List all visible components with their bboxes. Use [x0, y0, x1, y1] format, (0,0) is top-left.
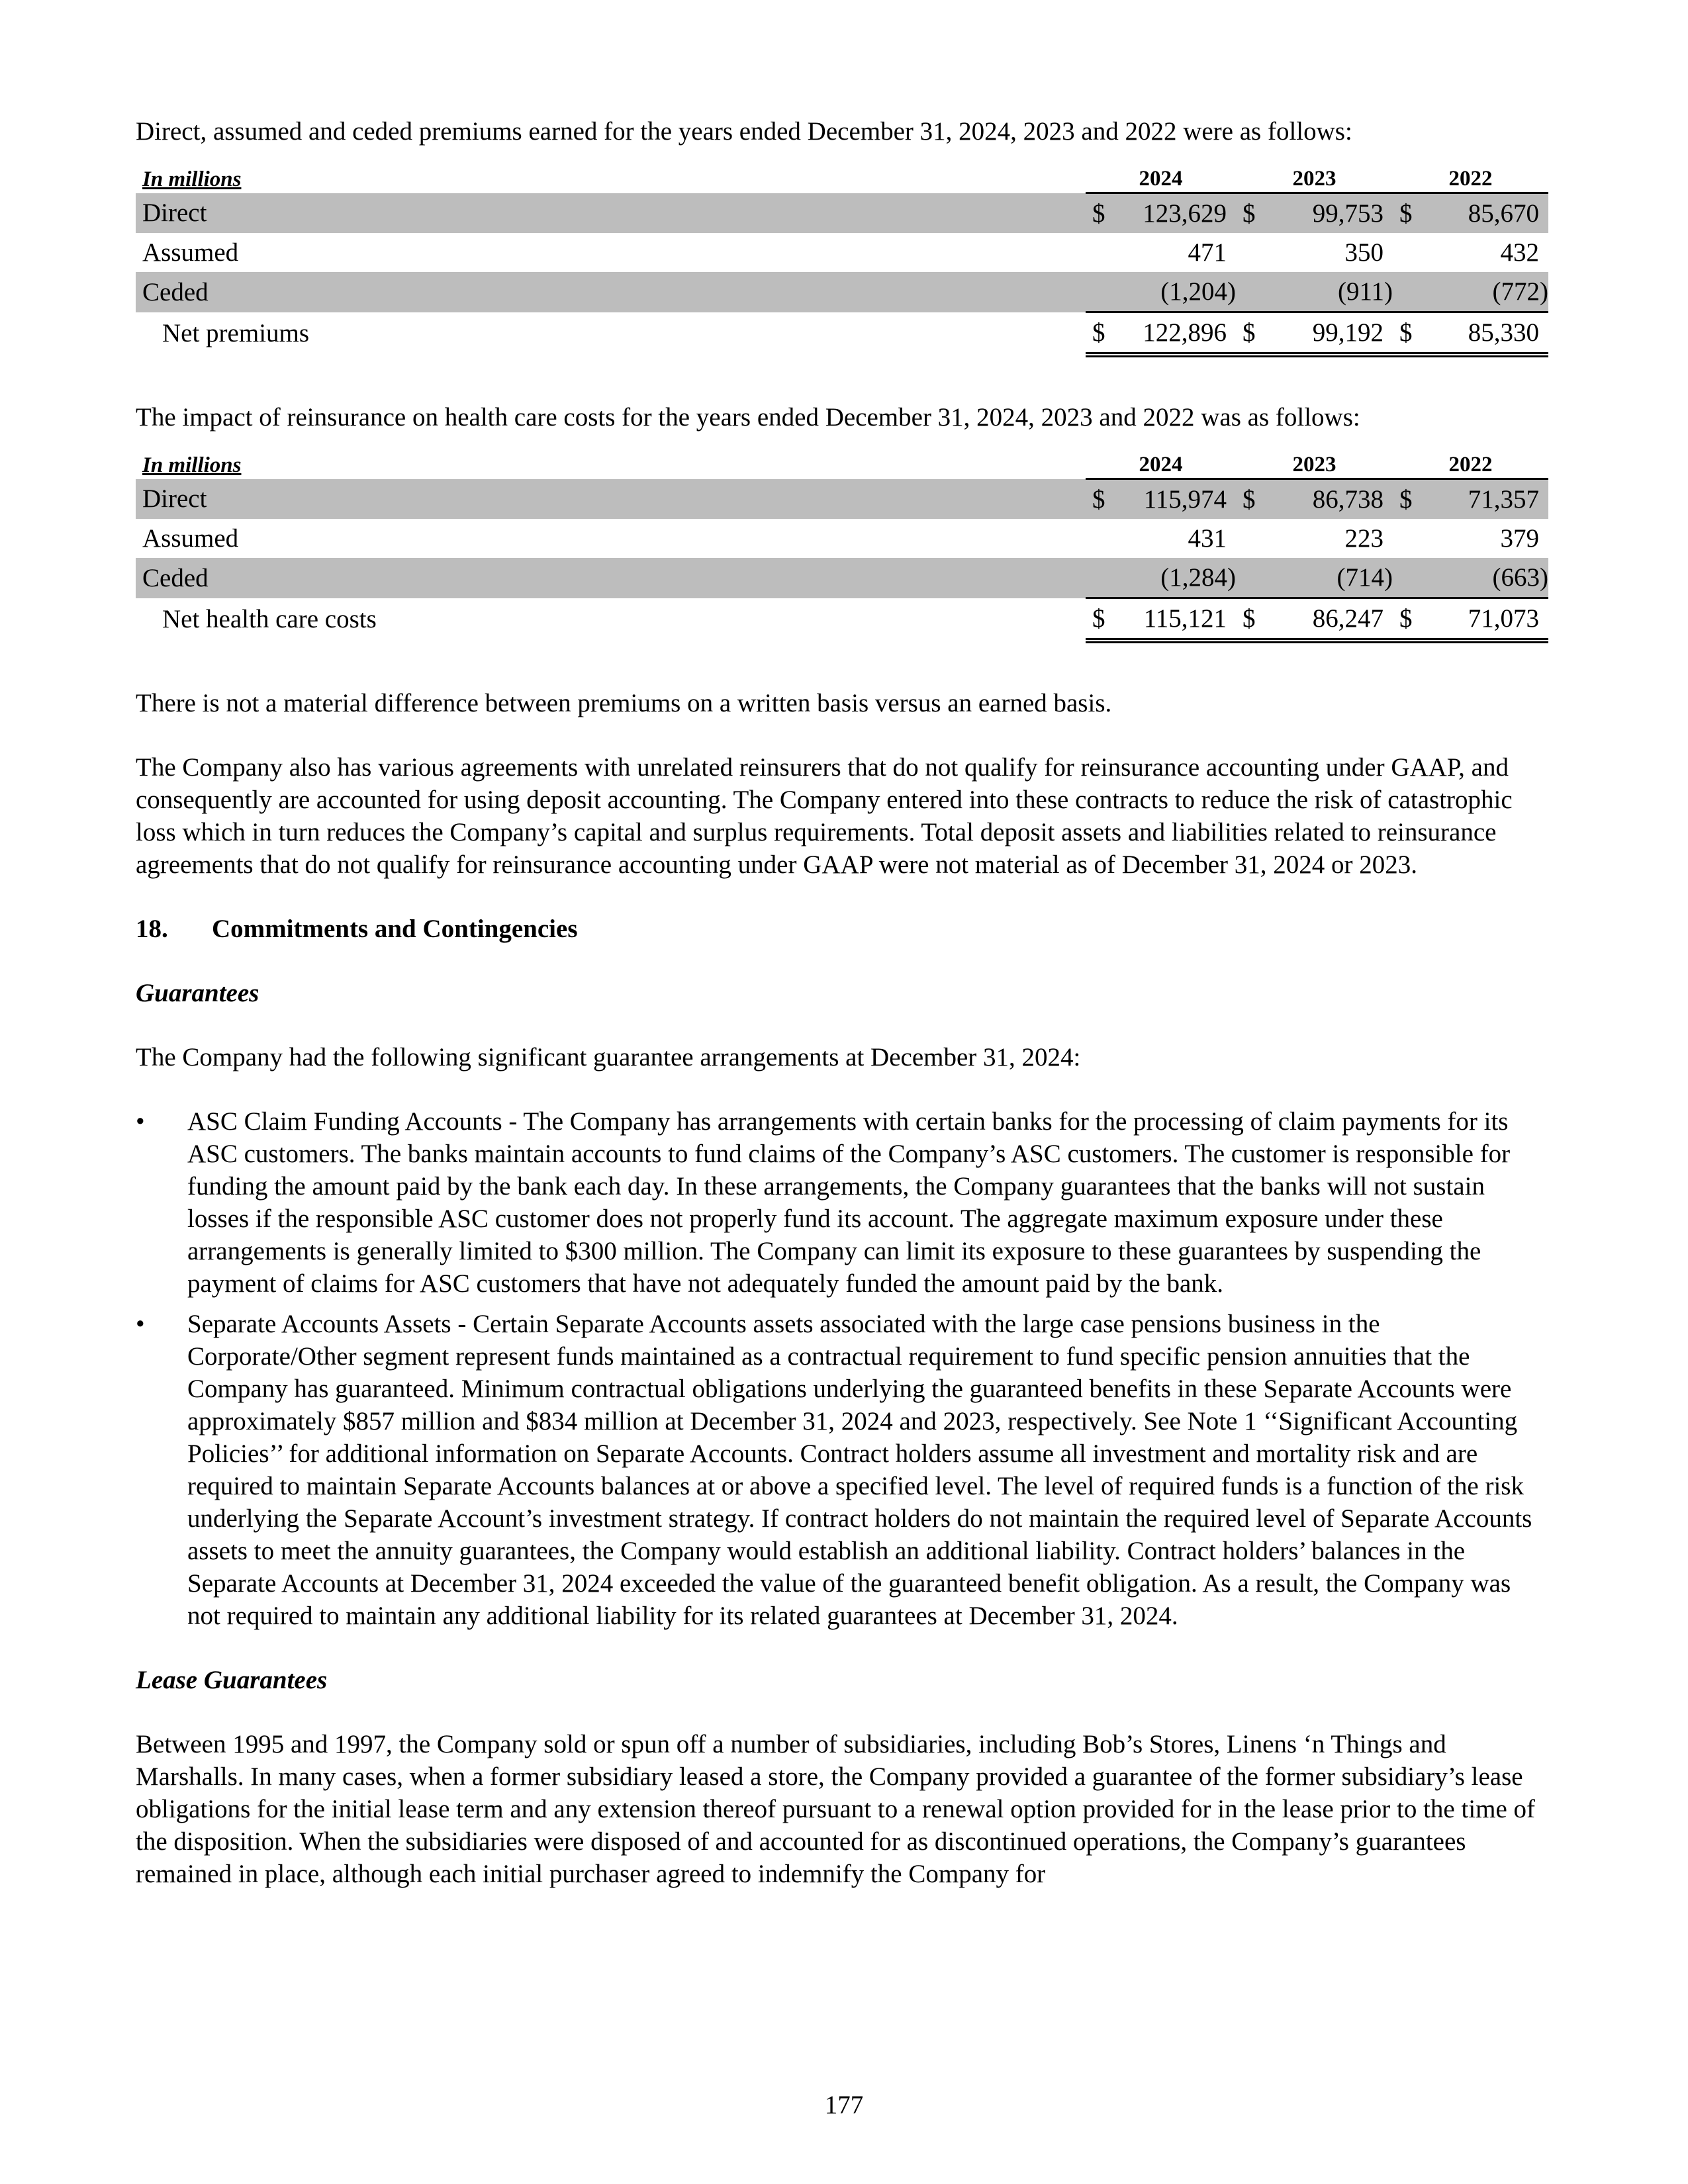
- value-2023: 350: [1344, 238, 1383, 267]
- value-2024: 122,896: [1113, 312, 1236, 355]
- year-header: 2022: [1393, 165, 1548, 193]
- table-row: [136, 479, 1548, 520]
- table-header-row: [136, 165, 1548, 193]
- value-2023: 86,738: [1262, 479, 1393, 520]
- value-2023: 99,192: [1262, 312, 1393, 355]
- row-label: Net health care costs: [162, 605, 377, 634]
- year-header: 2024: [1086, 451, 1236, 479]
- currency-symbol: $: [1236, 479, 1262, 520]
- year-header: 2024: [1086, 165, 1236, 193]
- row-label: Ceded: [136, 272, 1086, 312]
- value-2024: (1,204): [1113, 272, 1236, 312]
- table-row: [136, 233, 1548, 272]
- value-2022: 71,357: [1419, 479, 1548, 520]
- table-header-row: [136, 451, 1548, 479]
- value-2023: 223: [1344, 524, 1383, 553]
- list-item: [136, 1105, 1548, 1300]
- value-2023: 86,247: [1262, 598, 1393, 641]
- value-2023: (714): [1262, 558, 1393, 598]
- value-2022: 379: [1500, 524, 1539, 553]
- currency-symbol: $: [1236, 598, 1262, 641]
- currency-symbol: $: [1236, 193, 1262, 234]
- value-2022: 71,073: [1419, 598, 1548, 641]
- document-page: [136, 115, 1548, 1922]
- section-number: 18.: [136, 915, 168, 943]
- premiums-table: [136, 165, 1548, 357]
- table-row: [136, 519, 1548, 558]
- premiums-intro: Direct, assumed and ceded premiums earned for the years ended December 31, 2024, 2023 and 2022 were as follows:: [136, 117, 1352, 146]
- page-number: 177: [824, 2091, 864, 2119]
- row-label: Ceded: [136, 558, 1086, 598]
- lease-guarantees-heading: Lease Guarantees: [136, 1666, 328, 1694]
- value-2022: 85,330: [1419, 312, 1548, 355]
- row-label: Assumed: [142, 238, 239, 267]
- value-2024: (1,284): [1113, 558, 1236, 598]
- table-row-total: [136, 598, 1548, 641]
- currency-symbol: $: [1086, 598, 1113, 641]
- value-2022: (663): [1419, 558, 1548, 598]
- guarantees-heading: Guarantees: [136, 979, 259, 1007]
- value-2023: (911): [1262, 272, 1393, 312]
- bullet-icon: •: [136, 1107, 145, 1136]
- currency-symbol: $: [1393, 479, 1419, 520]
- table-row-total: [136, 312, 1548, 355]
- currency-symbol: $: [1086, 479, 1113, 520]
- value-2023: 99,753: [1262, 193, 1393, 234]
- units-label: In millions: [142, 453, 242, 477]
- value-2024: 115,974: [1113, 479, 1236, 520]
- value-2022: 85,670: [1419, 193, 1548, 234]
- list-item: [136, 1308, 1548, 1632]
- health-intro: The impact of reinsurance on health care costs for the years ended December 31, 2024, 2023 and 2022 was as follows:: [136, 403, 1360, 432]
- guarantees-intro: The Company had the following significant guarantee arrangements at December 31, 2024:: [136, 1043, 1081, 1071]
- table-row: [136, 272, 1548, 312]
- table-row: [136, 558, 1548, 598]
- currency-symbol: $: [1393, 312, 1419, 355]
- currency-symbol: $: [1393, 193, 1419, 234]
- value-2022: 432: [1500, 238, 1539, 267]
- year-header: 2022: [1393, 451, 1548, 479]
- guarantees-list: [136, 1105, 1548, 1632]
- section-heading: [136, 913, 1548, 945]
- bullet-icon: •: [136, 1310, 145, 1338]
- currency-symbol: $: [1236, 312, 1262, 355]
- currency-symbol: $: [1086, 193, 1113, 234]
- value-2024: 123,629: [1113, 193, 1236, 234]
- list-item-text: ASC Claim Funding Accounts - The Company has arrangements with certain banks for the processing of claim payments for its ASC customers. The banks maintain accounts to fund claims of the Company’s ASC customers. The customer is responsible for funding the amount paid by the bank each day. In these arrangements, the Company guarantees that the banks will not sustain losses if the responsible ASC customer does not properly fund its account. The aggregate maximum exposure under these arrangements is generally limited to $300 million. The Company can limit its exposure to these guarantees by suspending the payment of claims for ASC customers that have not adequately funded the amount paid by the bank.: [187, 1107, 1511, 1298]
- row-label: Net premiums: [162, 319, 310, 348]
- table-row: [136, 193, 1548, 234]
- paragraph-written-basis: There is not a material difference between premiums on a written basis versus an earned basis.: [136, 689, 1112, 717]
- lease-guarantees-paragraph: Between 1995 and 1997, the Company sold or spun off a number of subsidiaries, including Bob’s Stores, Linens ‘n Things and Marshalls. In many cases, when a former subsidiary leased a store, the Company provided a guarantee of the former subsidiary’s lease obligations for the initial lease term and any extension thereof pursuant to a renewal option provided for in the lease prior to the time of the disposition. When the subsidiaries were disposed of and accounted for as discontinued operations, the Company’s guarantees remained in place, although each initial purchaser agreed to indemnify the Company for: [136, 1730, 1536, 1888]
- value-2024: 471: [1188, 238, 1227, 267]
- list-item-text: Separate Accounts Assets - Certain Separate Accounts assets associated with the large case pensions business in the Corporate/Other segment represent funds maintained as a contractual requirement to fund specific pension annuities that the Company has guaranteed. Minimum contractual obligations underlying the guaranteed benefits in these Separate Accounts were approximately $857 million and $834 million at December 31, 2024 and 2023, respectively. See Note 1 ‘‘Significant Accounting Policies’’ for additional information on Separate Accounts. Contract holders assume all investment and mortality risk and are required to maintain Separate Accounts balances at or above a specified level. The level of required funds is a function of the risk underlying the Separate Account’s investment strategy. If contract holders do not maintain the required level of Separate Accounts assets to meet the annuity guarantees, the Company would establish an additional liability. Contract holders’ balances in the Separate Accounts at December 31, 2024 exceeded the value of the guaranteed benefit obligation. As a result, the Company was not required to maintain any additional liability for its related guarantees at December 31, 2024.: [187, 1310, 1532, 1630]
- year-header: 2023: [1236, 165, 1393, 193]
- row-label: Direct: [136, 479, 1086, 520]
- paragraph-deposit-accounting: The Company also has various agreements with unrelated reinsurers that do not qualify for reinsurance accounting under GAAP, and consequently are accounted for using deposit accounting. The Company entered into these contracts to reduce the risk of catastrophic loss which in turn reduces the Company’s capital and surplus requirements. Total deposit assets and liabilities related to reinsurance agreements that do not qualify for reinsurance accounting under GAAP were not material as of December 31, 2024 or 2023.: [136, 753, 1513, 879]
- row-label: Direct: [136, 193, 1086, 234]
- currency-symbol: $: [1393, 598, 1419, 641]
- year-header: 2023: [1236, 451, 1393, 479]
- units-label: In millions: [142, 167, 242, 191]
- currency-symbol: $: [1086, 312, 1113, 355]
- health-costs-table: [136, 451, 1548, 643]
- value-2024: 115,121: [1113, 598, 1236, 641]
- section-title: Commitments and Contingencies: [212, 915, 578, 943]
- value-2024: 431: [1188, 524, 1227, 553]
- row-label: Assumed: [142, 524, 239, 553]
- value-2022: (772): [1419, 272, 1548, 312]
